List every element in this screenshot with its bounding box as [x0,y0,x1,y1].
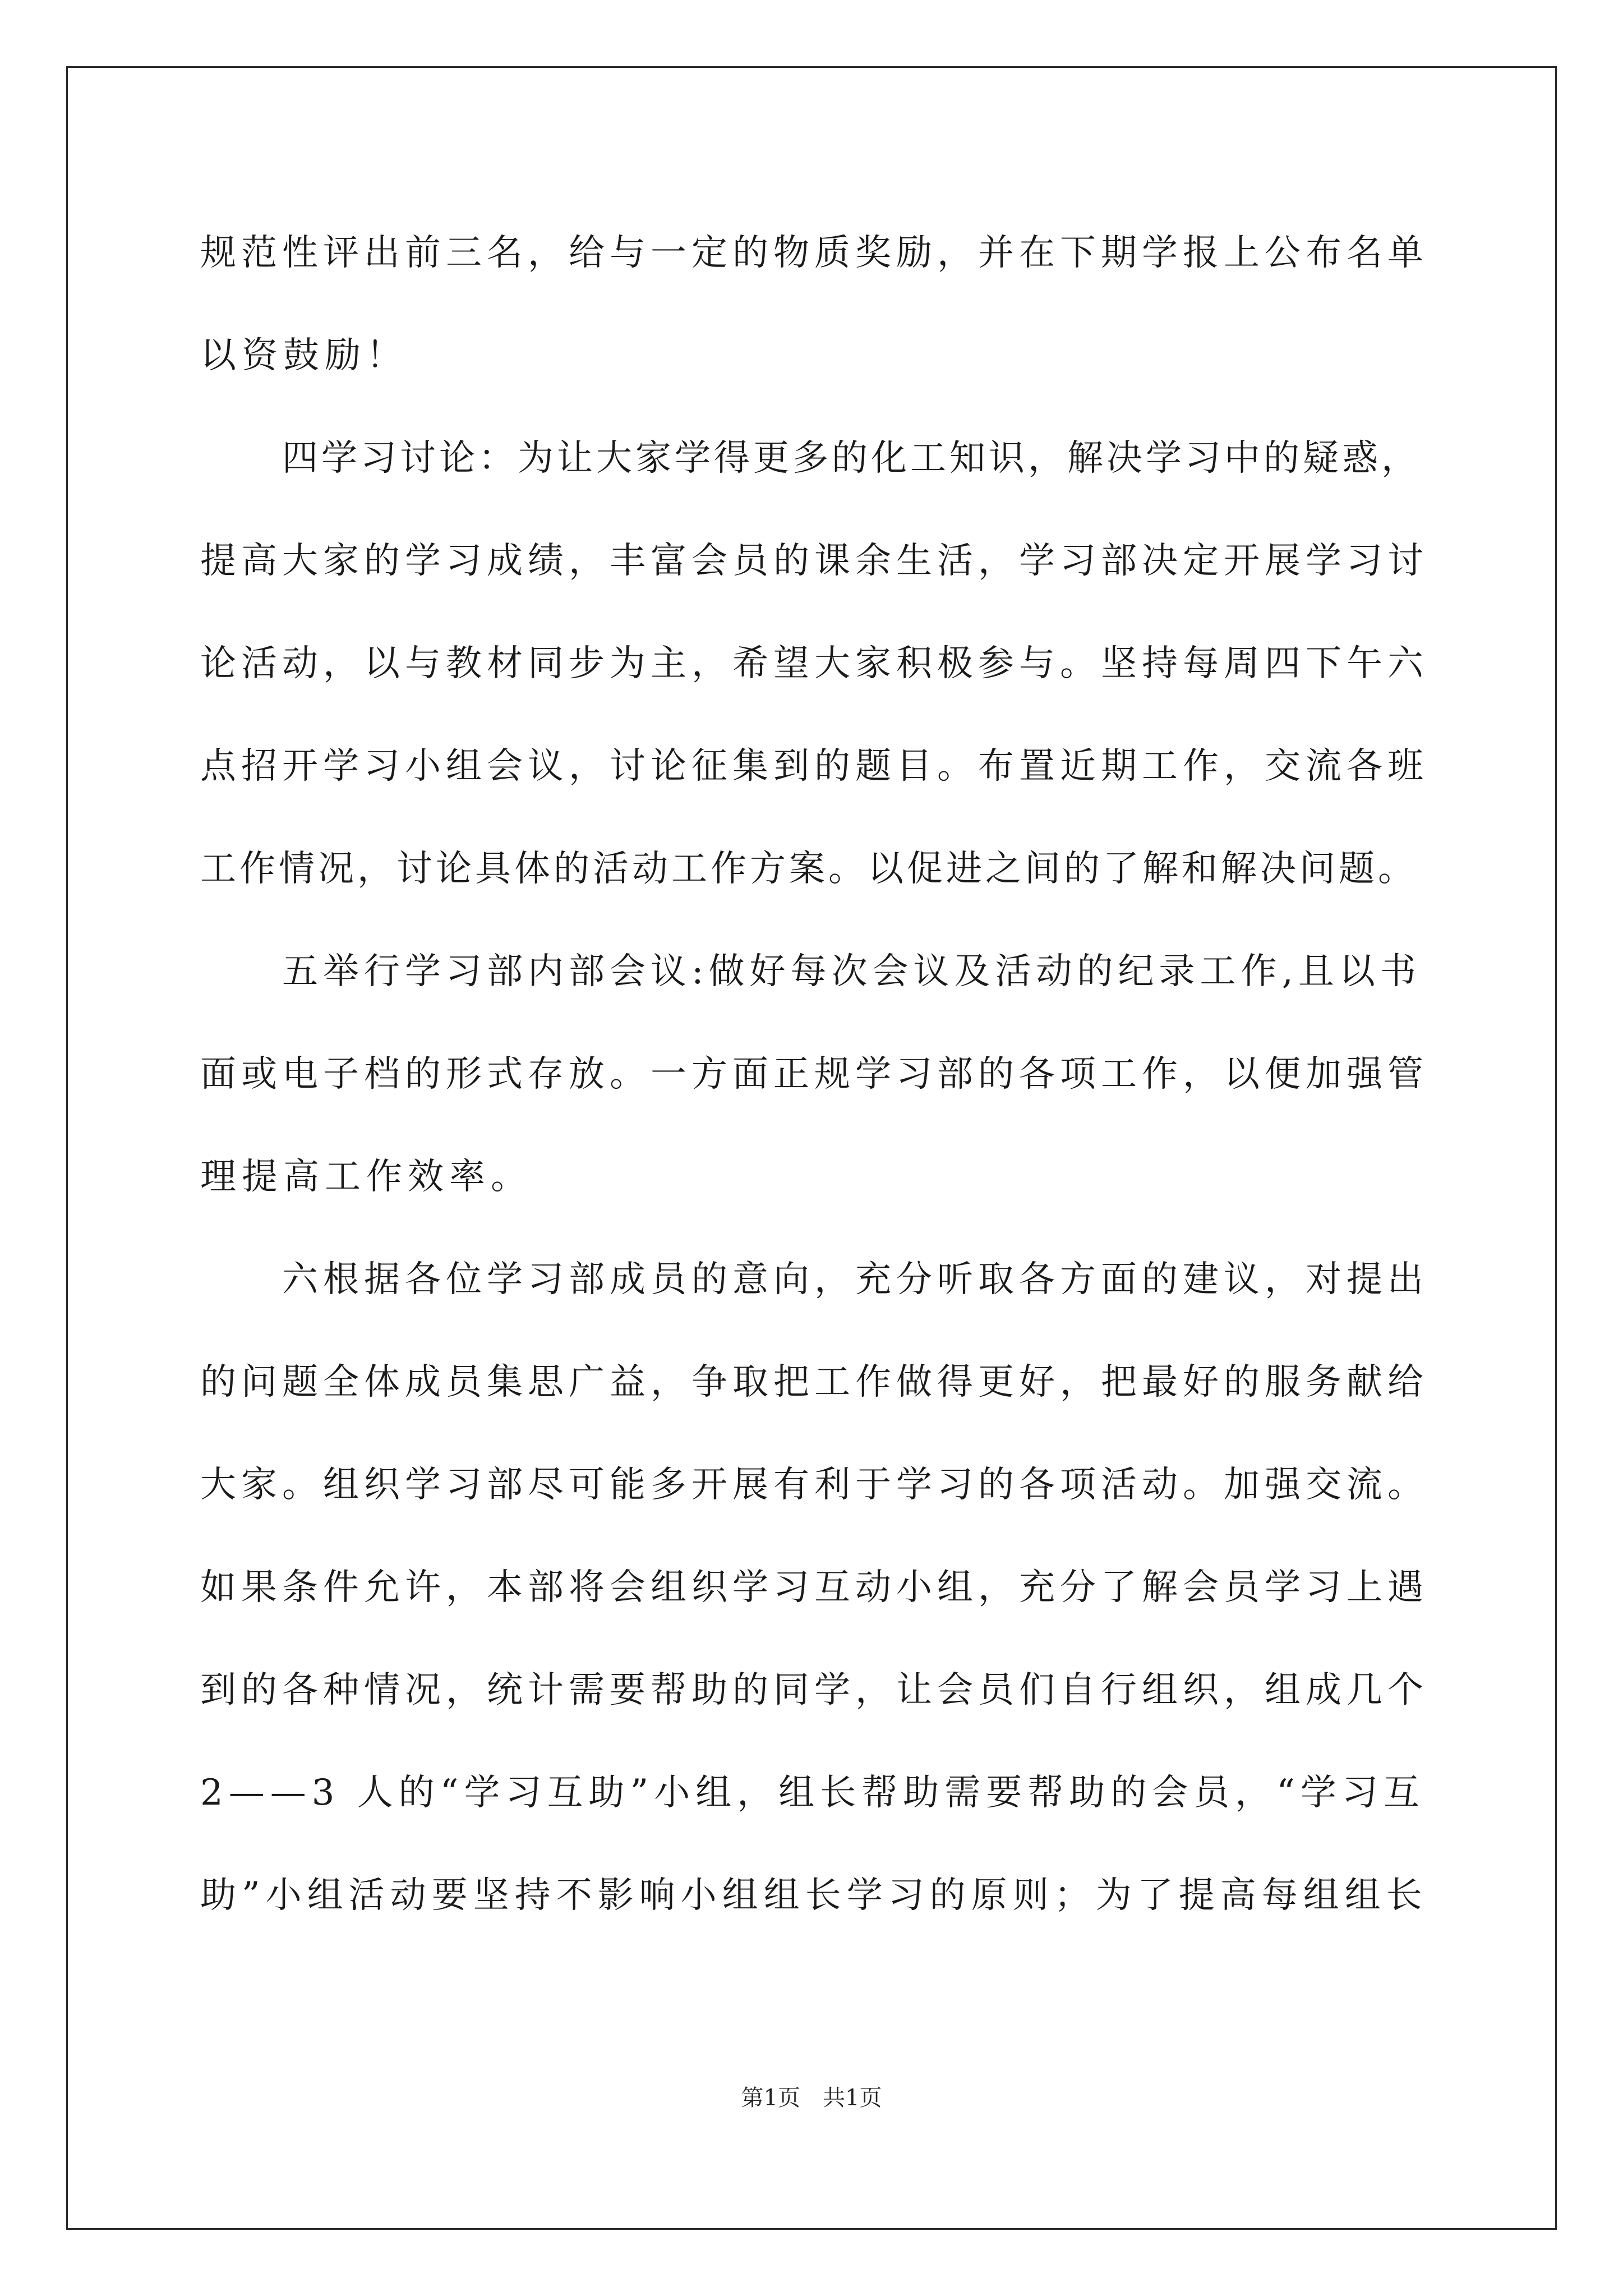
text-line: 助”小组活动要坚持不影响小组组长学习的原则；为了提高每组组长 [200,1875,1428,1916]
text-line: 工作情况，讨论具体的活动工作方案。以促进之间的了解和解决问题。 [200,848,1417,890]
paragraph-start-line: 五举行学习部内部会议:做好每次会议及活动的纪录工作,且以书 [282,951,1421,992]
text-line: 如果条件允许，本部将会组织学习互动小组，充分了解会员学习上遇 [200,1567,1428,1608]
text-line: 到的各种情况，统计需要帮助的同学，让会员们自行组织，组成几个 [200,1669,1428,1711]
text-line: 面或电子档的形式存放。一方面正规学习部的各项工作，以便加强管 [200,1053,1428,1095]
page-number-footer: 第1页 共1页 [741,2085,882,2111]
text-line: 点招开学习小组会议，讨论征集到的题目。布置近期工作，交流各班 [200,746,1428,787]
text-line: 论活动，以与教材同步为主，希望大家积极参与。坚持每周四下午六 [200,643,1428,684]
document-body [200,202,1434,1947]
text-line: 的问题全体成员集思广益，争取把工作做得更好，把最好的服务献给 [200,1361,1428,1403]
paragraph-start-line: 四学习讨论：为让大家学得更多的化工知识，解决学习中的疑惑， [282,438,1421,479]
text-line: 提高大家的学习成绩，丰富会员的课余生活，学习部决定开展学习讨 [200,540,1428,582]
text-line: 以资鼓励！ [200,335,408,376]
text-line: 规范性评出前三名，给与一定的物质奖励，并在下期学报上公布名单 [200,232,1428,274]
text-line: 大家。组织学习部尽可能多开展有利于学习的各项活动。加强交流。 [200,1464,1428,1506]
paragraph-start-line: 六根据各位学习部成员的意向，充分听取各方面的建议，对提出 [282,1259,1428,1300]
text-line: 理提高工作效率。 [200,1156,532,1198]
text-line: 2——3 人的“学习互助”小组，组长帮助需要帮助的会员，“学习互 [200,1772,1425,1814]
